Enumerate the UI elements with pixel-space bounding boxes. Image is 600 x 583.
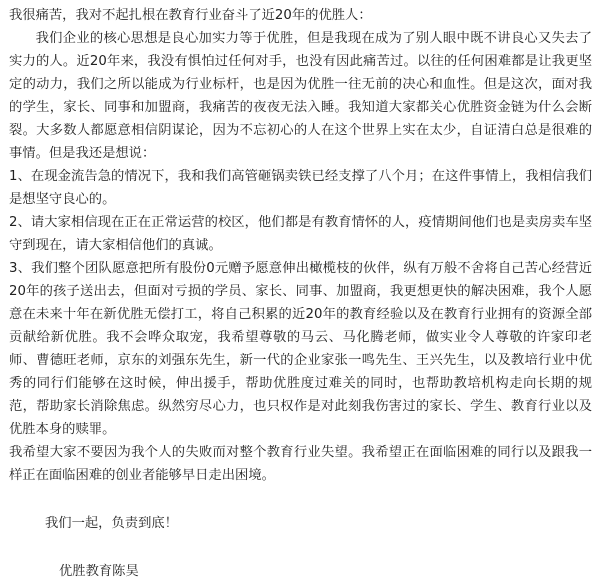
letter-closing: 我们一起，负责到底！ xyxy=(45,516,178,531)
letter-point-3: 3、我们整个团队愿意把所有股份0元赠予愿意伸出橄榄枝的伙伴，纵有万般不舍将自己苦心经营近20年的孩子送出去，但面对亏损的学员、家长、同事、加盟商，我更想更快的解决困难，我个人愿意在未来十年在新优胜无偿打工，将自己积累的近20年的教育经验以及在教育行业拥有的资源全部贡献给新优胜。我不会哗众取宠，我希望尊敬的马云、马化腾老师，做实业令人尊敬的许家印老师、曹德旺老师，京东的刘强东先生，新一代的企业家张一鸣先生、王兴先生，以及教培行业中优秀的同行们能够在这时候，伸出援手，帮助优胜度过难关的同时，也帮助教培机构走向长期的规范，帮助家长消除焦虑。纵然穷尽心力，也只权作是对此刻我伤害过的家长、学生、教育行业以及优胜本身的赎罪。 xyxy=(9,261,592,437)
letter-intro-paragraph: 我们企业的核心思想是良心加实力等于优胜，但是我现在成为了别人眼中既不讲良心又失去了实力的人。近20年来，我没有惧怕过任何对手，也没有因此痛苦过。以往的任何困难都是让我更坚定的动力，我们之所以能成为行业标杆，也是因为优胜一往无前的决心和血性。但是这次，面对我的学生，家长、同事和加盟商，我痛苦的夜夜无法入睡。我知道大家都关心优胜资金链为什么会断裂。大多数人都愿意相信阴谋论，因为不忘初心的人在这个世界上实在太少，自证清白总是很难的事情。但是我还是想说： xyxy=(9,31,592,161)
letter-hope-paragraph: 我希望大家不要因为我个人的失败而对整个教育行业失望。我希望正在面临困难的同行以及跟我一样正在面临困难的创业者能够早日走出困境。 xyxy=(9,445,592,483)
spacer xyxy=(9,487,592,512)
letter-signature: 优胜教育陈昊 xyxy=(59,564,139,579)
spacer xyxy=(9,535,592,560)
letter-greeting: 我很痛苦，我对不起扎根在教育行业奋斗了近20年的优胜人： xyxy=(9,8,372,23)
letter-point-2: 2、请大家相信现在正在正常运营的校区，他们都是有教育情怀的人，疫情期间他们也是卖房卖车坚守到现在，请大家相信他们的真诚。 xyxy=(9,215,592,253)
letter-point-1: 1、在现金流告急的情况下，我和我们高管砸锅卖铁已经支撑了八个月；在这件事情上，我相信我们是想坚守良心的。 xyxy=(9,169,592,207)
